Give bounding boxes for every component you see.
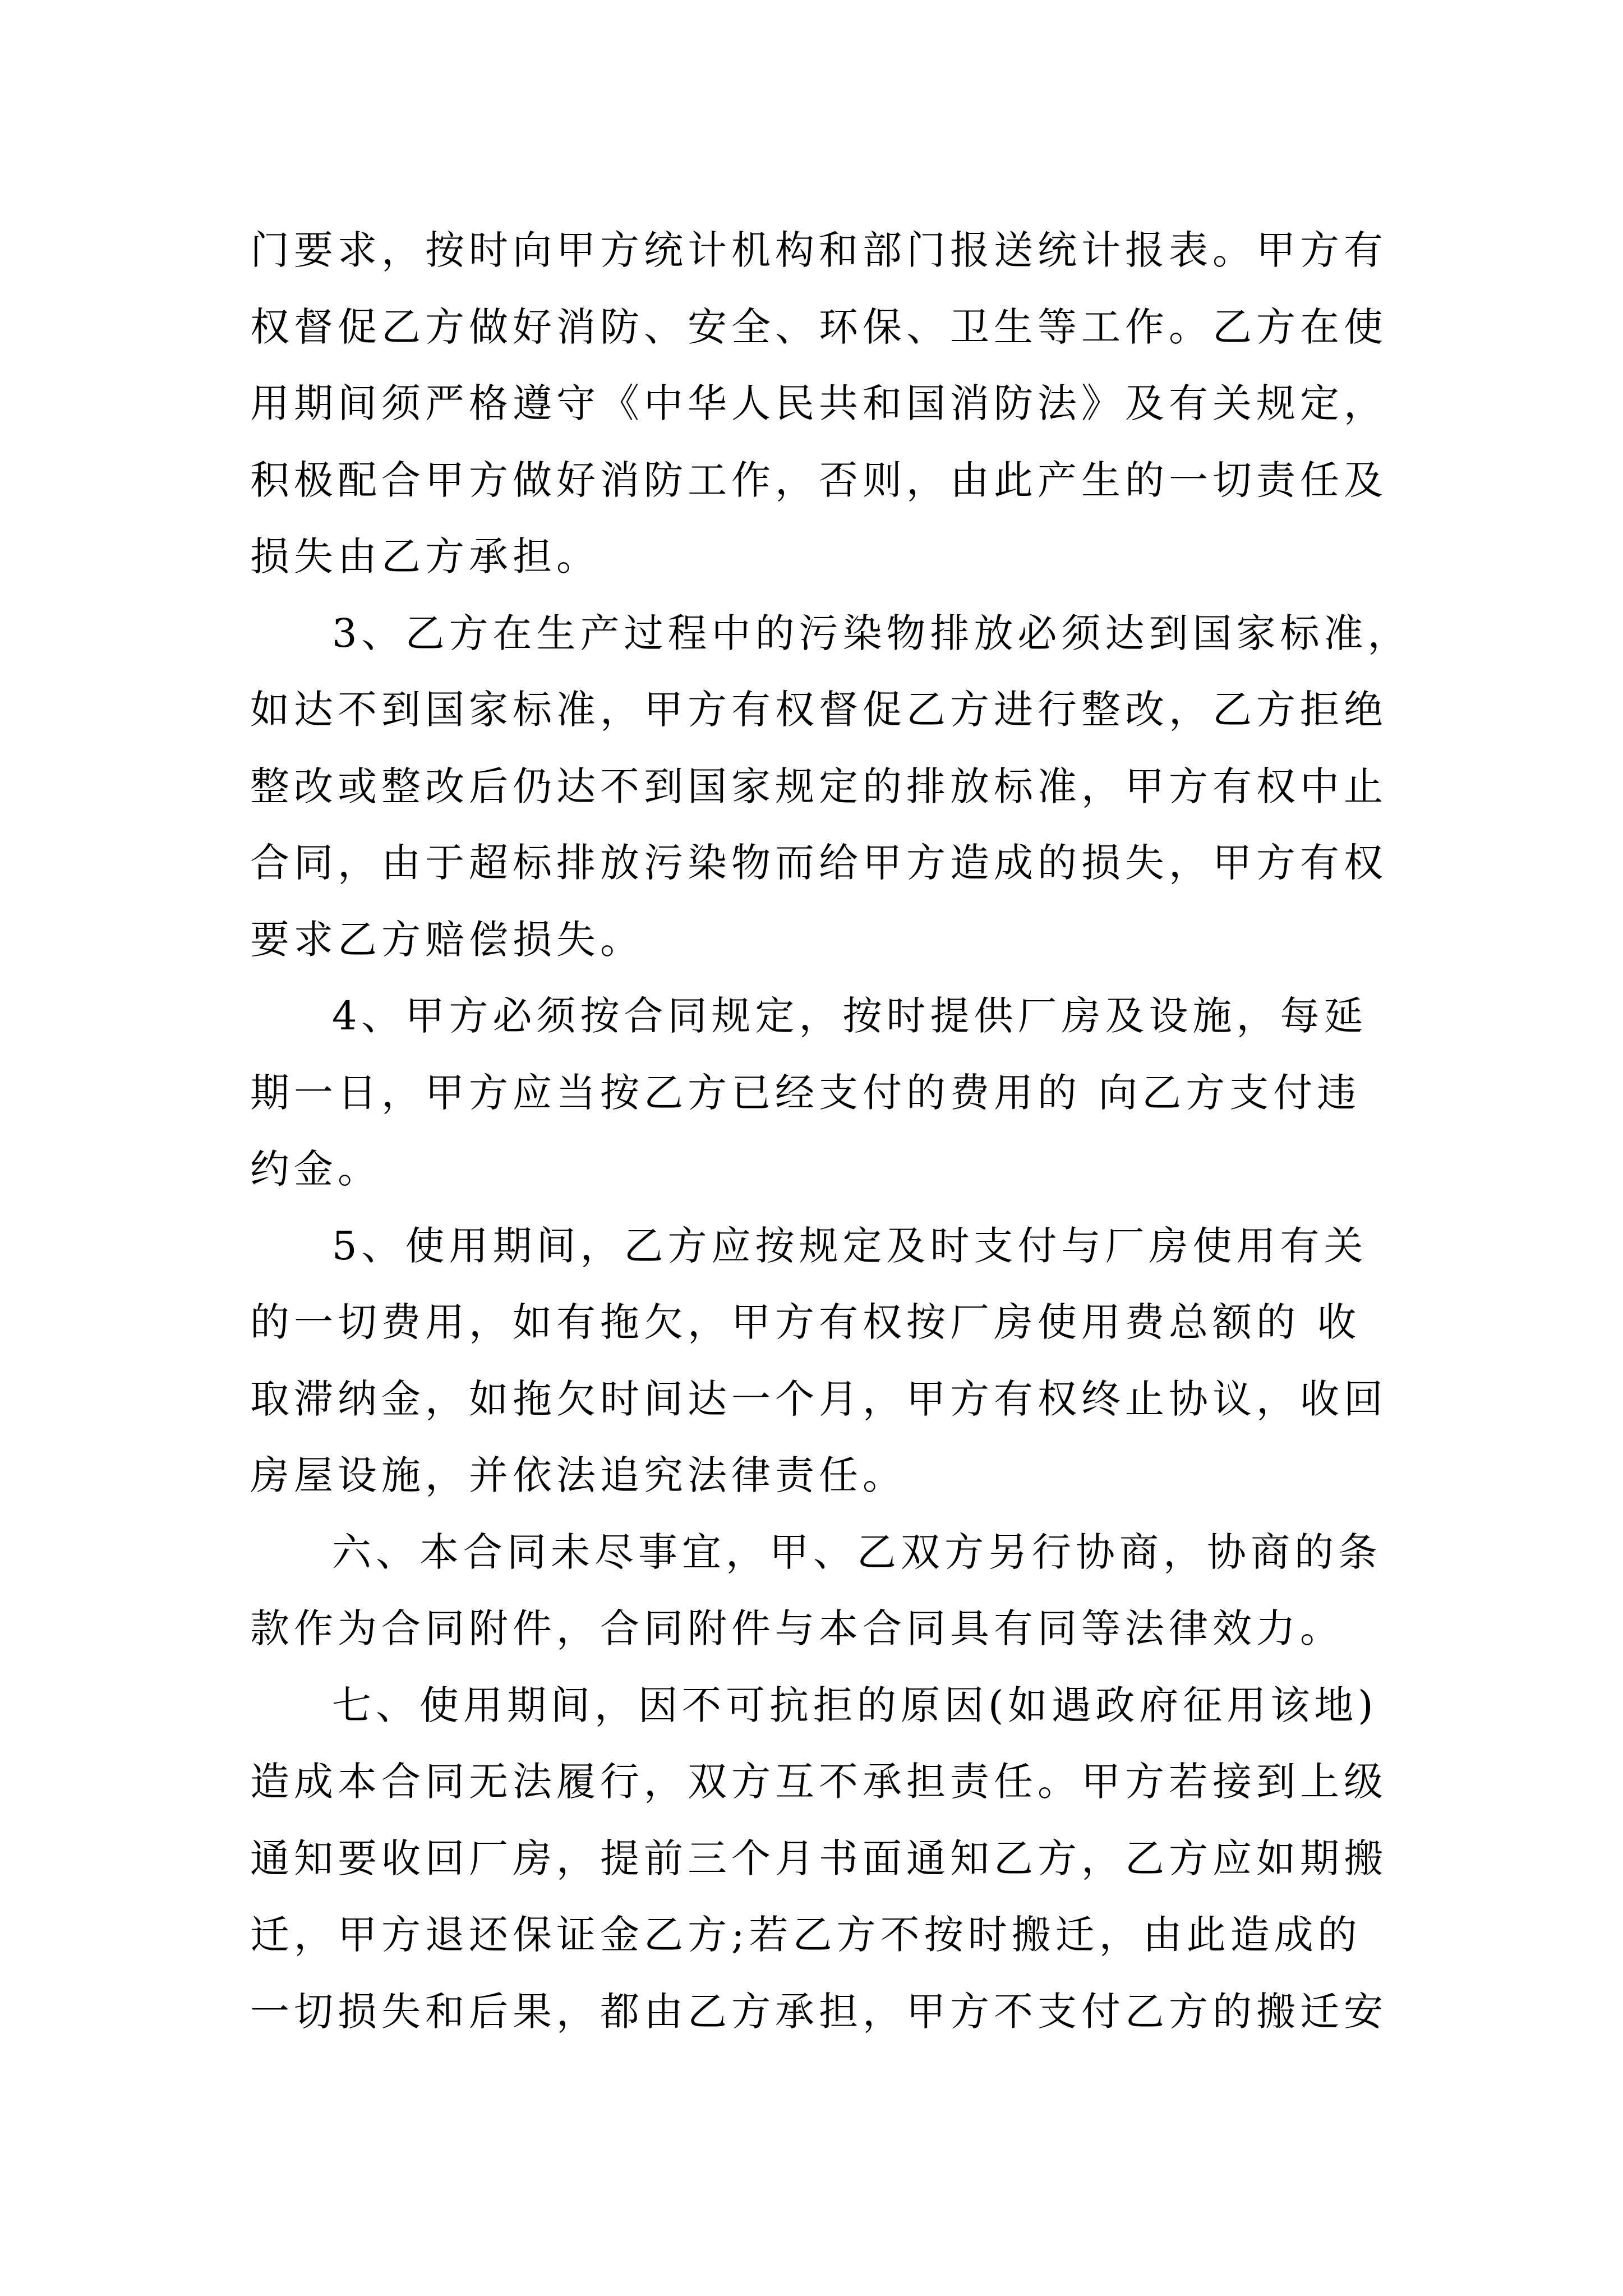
text-line: 房屋设施，并依法追究法律责任。 [250, 1452, 906, 1498]
text-line: 款作为合同附件，合同附件与本合同具有同等法律效力。 [250, 1605, 1344, 1651]
text-line: 取滞纳金，如拖欠时间达一个月，甲方有权终止协议，收回 [250, 1375, 1387, 1422]
text-line: 七、使用期间，因不可抗拒的原因(如遇政府征用该地) [332, 1682, 1378, 1728]
text-line: 一切损失和后果，都由乙方承担，甲方不支付乙方的搬迁安 [250, 1988, 1387, 2035]
text-line: 3、乙方在生产过程中的污染物排放必须达到国家标准， [332, 610, 1412, 656]
text-line: 六、本合同未尽事宜，甲、乙双方另行协商，协商的条 [332, 1529, 1382, 1575]
document-body [250, 212, 1412, 2050]
text-line: 合同，由于超标排放污染物而给甲方造成的损失，甲方有权 [250, 840, 1387, 886]
text-line: 如达不到国家标准，甲方有权督促乙方进行整改，乙方拒绝 [250, 687, 1387, 733]
text-line: 损失由乙方承担。 [250, 533, 600, 579]
text-line: 积极配合甲方做好消防工作，否则，由此产生的一切责任及 [250, 457, 1387, 503]
text-line: 的一切费用，如有拖欠，甲方有权按厂房使用费总额的 收 [250, 1299, 1361, 1345]
text-line: 约金。 [250, 1146, 381, 1192]
text-line: 造成本合同无法履行，双方互不承担责任。甲方若接到上级 [250, 1759, 1387, 1805]
text-line: 迁，甲方退还保证金乙方;若乙方不按时搬迁，由此造成的 [250, 1912, 1362, 1958]
text-line: 5、使用期间，乙方应按规定及时支付与厂房使用有关 [332, 1222, 1368, 1269]
text-line: 权督促乙方做好消防、安全、环保、卫生等工作。乙方在使 [250, 303, 1387, 350]
text-line: 要求乙方赔偿损失。 [250, 916, 644, 963]
text-line: 通知要收回厂房，提前三个月书面通知乙方，乙方应如期搬 [250, 1835, 1387, 1881]
text-line: 4、甲方必须按合同规定，按时提供厂房及设施，每延 [332, 993, 1368, 1039]
text-line: 用期间须严格遵守《中华人民共和国消防法》及有关规定， [250, 380, 1387, 426]
text-line: 门要求，按时向甲方统计机构和部门报送统计报表。甲方有 [250, 227, 1387, 273]
text-line: 期一日，甲方应当按乙方已经支付的费用的 向乙方支付违 [250, 1069, 1361, 1116]
text-line: 整改或整改后仍达不到国家规定的排放标准，甲方有权中止 [250, 763, 1387, 809]
